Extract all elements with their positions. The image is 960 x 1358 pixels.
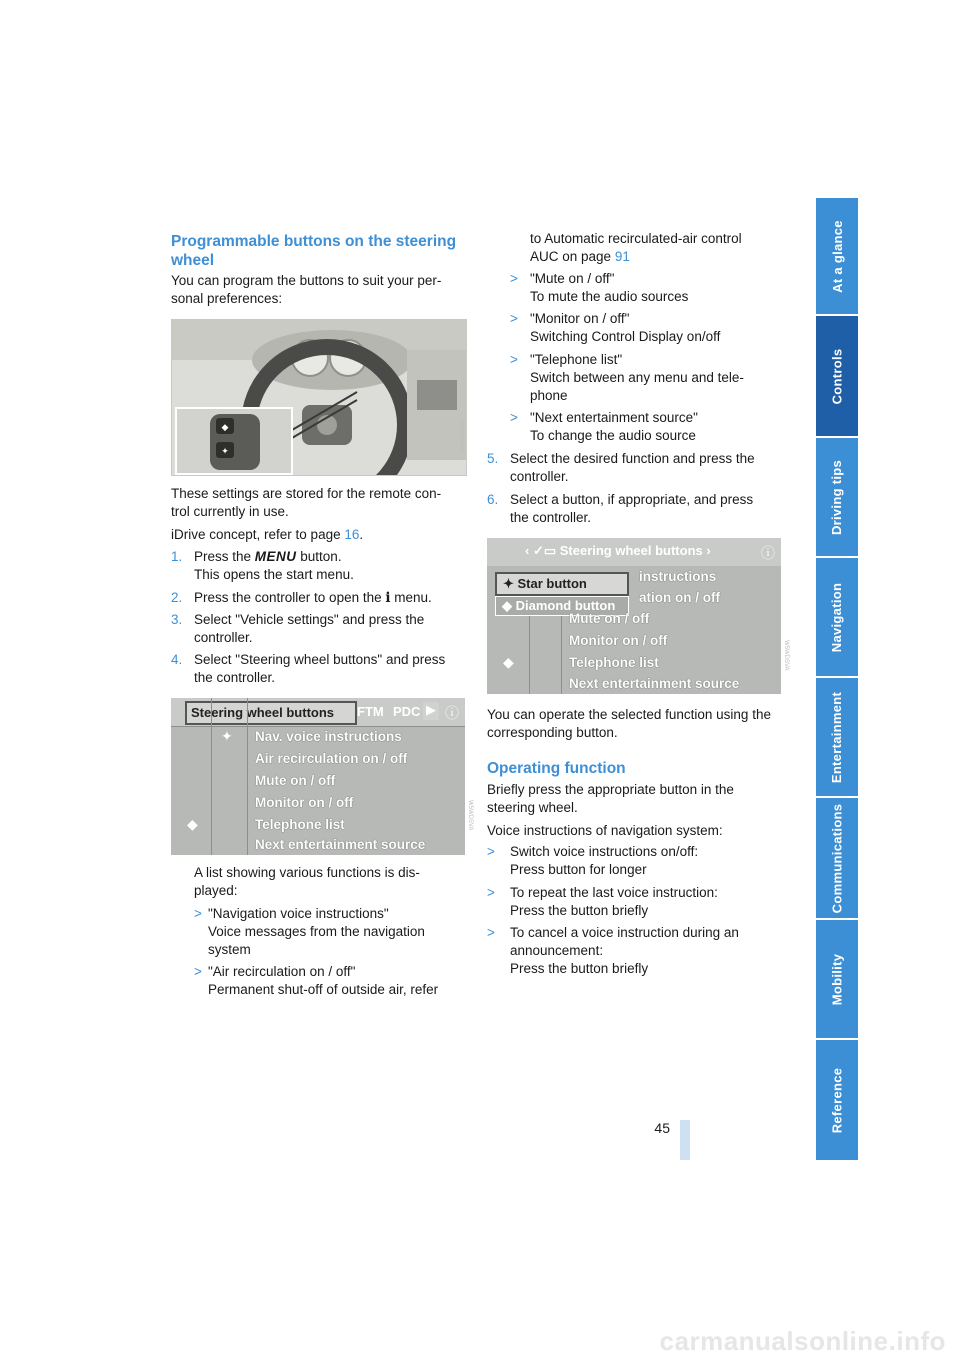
intro-paragraph: [171, 272, 471, 308]
screen-item: instructions: [639, 569, 717, 584]
text-line: Switching Control Display on/off: [530, 329, 721, 344]
screen-item: Telephone list: [569, 655, 659, 670]
idrive-reference: [171, 526, 471, 544]
tab-label: Navigation: [829, 582, 845, 652]
text-line: sonal preferences:: [171, 291, 283, 306]
tab-communications[interactable]: [816, 798, 858, 918]
operating-intro: [487, 781, 787, 817]
step-item: [171, 611, 471, 647]
bullet-arrow-icon: >: [510, 410, 518, 425]
tab-at-a-glance[interactable]: [816, 198, 858, 314]
watermark: carmanualsonline.info: [659, 1326, 946, 1356]
list-item: [510, 409, 800, 445]
screen-item: Mute on / off: [569, 611, 650, 626]
text: "Navigation voice instructions": [208, 906, 389, 921]
text: "Mute on / off": [530, 271, 615, 286]
bullet-arrow-icon: >: [510, 271, 518, 286]
steering-wheel-photo: [171, 319, 467, 476]
bullet-arrow-icon: >: [194, 964, 202, 979]
image-code: W5WDSVA: [467, 800, 473, 831]
arrow-right-icon: ▶: [423, 702, 439, 720]
text-line: You can program the buttons to suit your per-: [171, 273, 442, 288]
display-screenshot-button-selection: [487, 538, 781, 694]
screen-item: Air recirculation on / off: [255, 751, 408, 766]
screen-item: Mute on / off: [255, 773, 336, 788]
diamond-icon: ◆: [187, 816, 198, 832]
screen-tab-pdc: PDC: [393, 704, 421, 719]
list-item: [510, 351, 800, 405]
text-line: This opens the start menu.: [194, 567, 354, 582]
text: button.: [296, 549, 342, 564]
text: To cancel a voice instruction during an: [510, 925, 739, 940]
text: .: [359, 527, 364, 542]
text: iDrive concept, refer to page: [171, 527, 345, 542]
list-item: [194, 905, 474, 959]
text-line: trol currently in use.: [171, 504, 289, 519]
list-item: [487, 884, 787, 920]
option-label: Star button: [517, 576, 587, 591]
star-marker-icon: ✦: [221, 728, 233, 744]
screen-tab-ftm: FTM: [357, 704, 384, 719]
text: Press the controller to open the: [194, 590, 386, 605]
step-item: [487, 491, 787, 527]
option-label: Diamond button: [515, 598, 616, 613]
screen-item: Next entertainment source: [569, 676, 740, 691]
text: Select the desired function and press the: [510, 451, 755, 466]
text: "Telephone list": [530, 352, 623, 367]
tab-label: Reference: [829, 1067, 845, 1133]
screen-header-title: ‹ ✓▭ Steering wheel buttons ›: [525, 543, 711, 558]
page-marker: [680, 1120, 690, 1160]
screen-item: ation on / off: [639, 590, 720, 605]
text: Select "Vehicle settings" and press the: [194, 612, 425, 627]
text-line: phone: [530, 388, 568, 403]
list-item: [194, 963, 474, 999]
tab-label: Driving tips: [829, 459, 845, 535]
bullet-arrow-icon: >: [510, 311, 518, 326]
list-item: [487, 924, 787, 978]
text-line: Briefly press the appropriate button in the: [487, 782, 734, 797]
display-screenshot-steering-wheel-buttons: [171, 698, 465, 855]
svg-text:✦: ✦: [221, 446, 229, 456]
screen-item: Monitor on / off: [569, 633, 668, 648]
text-line: announcement:: [510, 943, 604, 958]
tab-driving-tips[interactable]: [816, 438, 858, 556]
list-item-continued: [530, 230, 820, 266]
list-item: [510, 310, 800, 346]
text: To repeat the last voice instruction:: [510, 885, 718, 900]
tab-label: Controls: [829, 348, 845, 404]
text-line: Press button for longer: [510, 862, 647, 877]
voice-heading: Voice instructions of navigation system:: [487, 823, 723, 838]
operate-paragraph: [487, 706, 787, 742]
screen-item: Nav. voice instructions: [255, 729, 402, 744]
column-divider: [561, 604, 562, 694]
column-divider: [529, 604, 530, 694]
step-item: [487, 450, 787, 486]
image-code: W5WDSVA: [458, 420, 464, 451]
section-title: Operating function: [487, 760, 626, 777]
menu-button-icon: MENU: [254, 549, 297, 564]
text: "Monitor on / off": [530, 311, 630, 326]
page-number: 45: [654, 1120, 670, 1136]
title-line: Programmable buttons on the steering: [171, 233, 457, 250]
text-line: played:: [194, 883, 238, 898]
page-link[interactable]: 91: [614, 249, 630, 264]
text-line: to Automatic recirculated-air control: [530, 231, 742, 246]
screen-title: Steering wheel buttons: [559, 543, 703, 558]
text: Select a button, if appropriate, and press: [510, 492, 754, 507]
text: "Next entertainment source": [530, 410, 698, 425]
section-title: [171, 232, 471, 270]
column-divider: [211, 698, 212, 855]
text-line: To mute the audio sources: [530, 289, 689, 304]
bullet-arrow-icon: >: [510, 352, 518, 367]
image-code: W5WDSVA: [783, 640, 789, 671]
text-line: controller.: [510, 469, 569, 484]
step-number: 3.: [171, 612, 183, 627]
screen-tab-steering-wheel-buttons: Steering wheel buttons: [185, 701, 357, 725]
text: Switch voice instructions on/off:: [510, 844, 699, 859]
tab-navigation[interactable]: [816, 558, 858, 676]
text-line: You can operate the selected function using the: [487, 707, 771, 722]
info-icon: i: [385, 590, 391, 606]
text-line: corresponding button.: [487, 725, 618, 740]
text: menu.: [390, 590, 432, 605]
text-line: Switch between any menu and tele-: [530, 370, 744, 385]
list-item: [487, 843, 787, 879]
title-line: wheel: [171, 252, 215, 269]
step-item: [171, 548, 471, 584]
step-number: 4.: [171, 652, 183, 667]
step-number: 5.: [487, 451, 499, 466]
step-number: 1.: [171, 549, 183, 564]
list-intro: [194, 864, 474, 900]
tab-label: Entertainment: [829, 691, 845, 783]
text-line: the controller.: [194, 670, 276, 685]
text-line: To change the audio source: [530, 428, 696, 443]
tab-entertainment[interactable]: [816, 678, 858, 796]
screen-item: Telephone list: [255, 817, 345, 832]
text: Select "Steering wheel buttons" and press: [194, 652, 446, 667]
svg-text:◆: ◆: [221, 422, 229, 432]
column-divider: [247, 698, 248, 855]
tab-label: Communications: [829, 803, 845, 913]
diamond-button-option: ◆ Diamond button: [495, 596, 629, 616]
text-line: Permanent shut-off of outside air, refer: [208, 982, 439, 997]
info-icon: ⓘ: [761, 545, 775, 561]
stored-paragraph: [171, 485, 471, 521]
text-line: the controller.: [510, 510, 592, 525]
text-line: A list showing various functions is dis-: [194, 865, 420, 880]
text: AUC on page: [530, 249, 615, 264]
info-icon: ⓘ: [445, 705, 459, 721]
step-item: [171, 589, 471, 607]
list-item: [510, 270, 800, 306]
text: Press the: [194, 549, 255, 564]
tab-controls[interactable]: [816, 316, 858, 436]
diamond-icon: ◆: [503, 654, 514, 670]
text-line: Voice messages from the navigation: [208, 924, 425, 939]
step-item: [171, 651, 471, 687]
screen-item: Monitor on / off: [255, 795, 354, 810]
bullet-arrow-icon: >: [487, 925, 495, 940]
text: "Air recirculation on / off": [208, 964, 356, 979]
text-line: system: [208, 942, 251, 957]
bullet-arrow-icon: >: [487, 885, 495, 900]
text-line: Press the button briefly: [510, 903, 649, 918]
screen-item: Next entertainment source: [255, 837, 426, 852]
star-button-option: ✦ Star button: [495, 572, 629, 596]
tab-label: Mobility: [829, 953, 845, 1005]
text-line: Press the button briefly: [510, 961, 649, 976]
text-line: controller.: [194, 630, 253, 645]
steering-wheel-illustration: [172, 320, 466, 475]
bullet-arrow-icon: >: [194, 906, 202, 921]
step-number: 6.: [487, 492, 499, 507]
text-line: These settings are stored for the remote con-: [171, 486, 442, 501]
text-line: steering wheel.: [487, 800, 578, 815]
tab-label: At a glance: [829, 219, 845, 293]
tab-mobility[interactable]: [816, 920, 858, 1038]
tab-reference[interactable]: [816, 1040, 858, 1160]
bullet-arrow-icon: >: [487, 844, 495, 859]
step-number: 2.: [171, 590, 183, 605]
page-link[interactable]: 16: [344, 527, 360, 542]
